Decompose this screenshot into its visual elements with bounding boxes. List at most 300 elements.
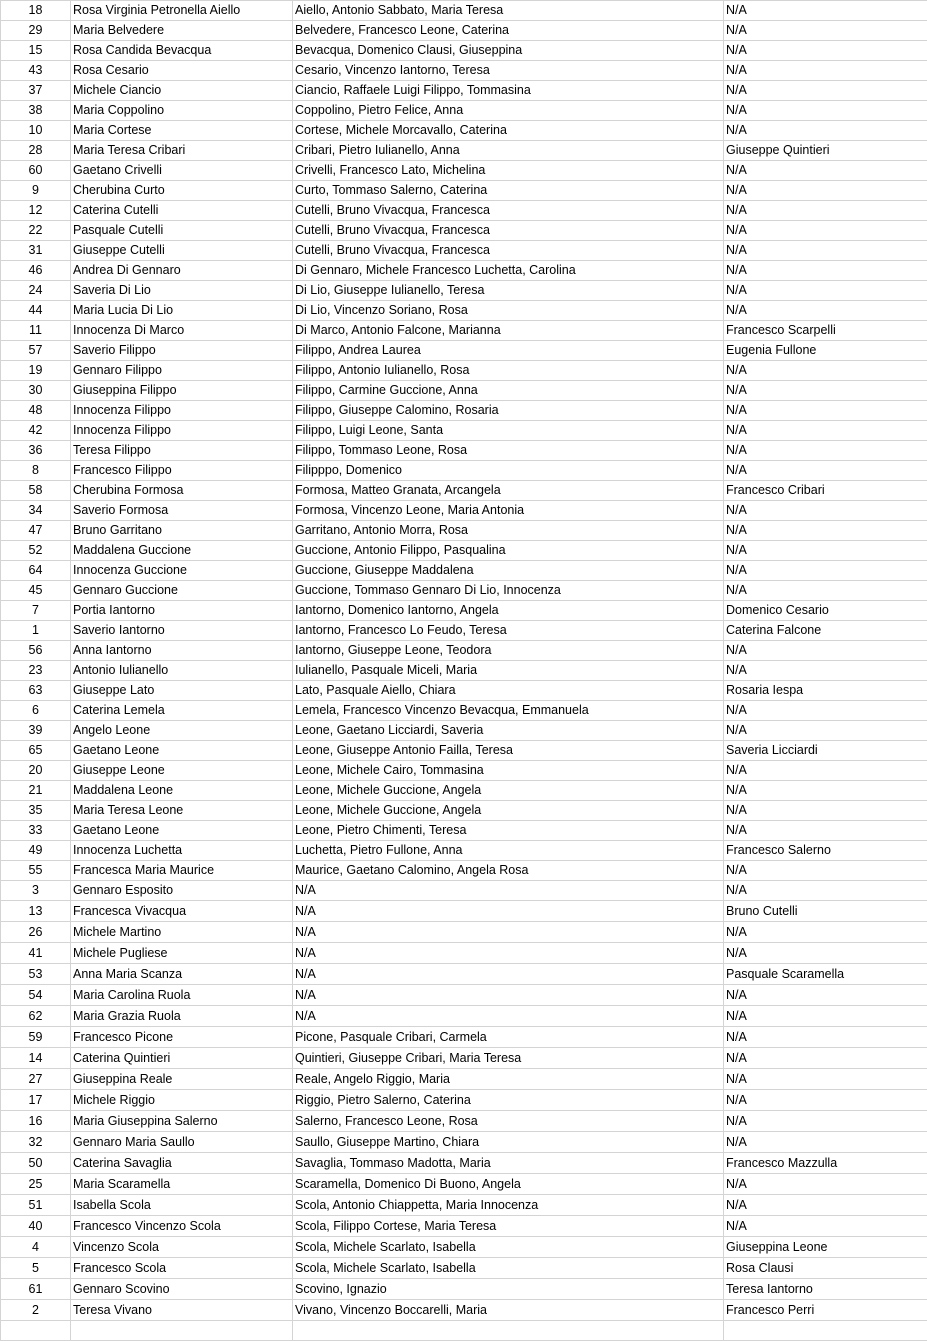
spouse-cell[interactable]: Rosaria Iespa — [724, 681, 927, 701]
person-name-cell[interactable]: Saverio Formosa — [71, 501, 293, 521]
record-id-cell[interactable]: 3 — [1, 881, 71, 901]
record-id-cell[interactable]: 65 — [1, 741, 71, 761]
table-row — [1, 701, 927, 721]
parents-cell[interactable]: Leone, Michele Guccione, Angela — [293, 801, 724, 821]
spouse-cell[interactable]: N/A — [724, 641, 927, 661]
parents-cell[interactable]: Guccione, Tommaso Gennaro Di Lio, Innocenza — [293, 581, 724, 601]
parents-cell[interactable]: Quintieri, Giuseppe Cribari, Maria Teresa — [293, 1048, 724, 1069]
record-id-cell[interactable]: 4 — [1, 1237, 71, 1258]
parents-cell[interactable]: Formosa, Matteo Granata, Arcangela — [293, 481, 724, 501]
record-id-cell[interactable]: 21 — [1, 781, 71, 801]
person-name-cell[interactable]: Gennaro Scovino — [71, 1279, 293, 1300]
spouse-cell[interactable]: N/A — [724, 541, 927, 561]
spouse-cell[interactable]: N/A — [724, 81, 927, 101]
record-id-cell[interactable]: 31 — [1, 241, 71, 261]
person-name-cell[interactable]: Michele Pugliese — [71, 943, 293, 964]
person-name-cell[interactable]: Giuseppina Filippo — [71, 381, 293, 401]
record-id-cell[interactable]: 15 — [1, 41, 71, 61]
parents-cell[interactable]: Reale, Angelo Riggio, Maria — [293, 1069, 724, 1090]
person-name-cell[interactable]: Bruno Garritano — [71, 521, 293, 541]
table-row — [1, 181, 927, 201]
record-id-cell[interactable]: 56 — [1, 641, 71, 661]
spouse-cell[interactable] — [724, 1321, 927, 1341]
person-name-cell[interactable]: Giuseppe Cutelli — [71, 241, 293, 261]
spouse-cell[interactable]: N/A — [724, 861, 927, 881]
parents-cell[interactable]: Leone, Michele Guccione, Angela — [293, 781, 724, 801]
person-name-cell[interactable]: Anna Iantorno — [71, 641, 293, 661]
spouse-cell[interactable]: N/A — [724, 381, 927, 401]
table-row — [1, 1153, 927, 1174]
spouse-cell[interactable]: N/A — [724, 161, 927, 181]
parents-cell[interactable]: Cribari, Pietro Iulianello, Anna — [293, 141, 724, 161]
table-row — [1, 861, 927, 881]
parents-cell[interactable]: Scovino, Ignazio — [293, 1279, 724, 1300]
record-id-cell[interactable]: 37 — [1, 81, 71, 101]
person-name-cell[interactable]: Francesca Vivacqua — [71, 901, 293, 922]
parents-cell[interactable]: Iantorno, Francesco Lo Feudo, Teresa — [293, 621, 724, 641]
table-row — [1, 1300, 927, 1321]
parents-cell[interactable]: N/A — [293, 985, 724, 1006]
person-name-cell[interactable]: Saverio Filippo — [71, 341, 293, 361]
spouse-cell[interactable]: N/A — [724, 181, 927, 201]
person-name-cell[interactable]: Anna Maria Scanza — [71, 964, 293, 985]
spouse-cell[interactable]: N/A — [724, 581, 927, 601]
person-name-cell[interactable]: Maria Cortese — [71, 121, 293, 141]
record-id-cell[interactable]: 61 — [1, 1279, 71, 1300]
person-name-cell[interactable]: Maria Teresa Cribari — [71, 141, 293, 161]
spouse-cell[interactable]: N/A — [724, 1069, 927, 1090]
record-id-cell[interactable]: 6 — [1, 701, 71, 721]
spouse-cell[interactable]: N/A — [724, 1, 927, 21]
person-name-cell[interactable]: Giuseppe Leone — [71, 761, 293, 781]
record-id-cell[interactable]: 35 — [1, 801, 71, 821]
parents-cell[interactable]: Di Gennaro, Michele Francesco Luchetta, Carolina — [293, 261, 724, 281]
spouse-cell[interactable]: N/A — [724, 101, 927, 121]
spouse-cell[interactable]: N/A — [724, 801, 927, 821]
table-row — [1, 561, 927, 581]
person-name-cell[interactable]: Angelo Leone — [71, 721, 293, 741]
spouse-cell[interactable]: N/A — [724, 501, 927, 521]
spouse-cell[interactable]: N/A — [724, 221, 927, 241]
record-id-cell[interactable]: 40 — [1, 1216, 71, 1237]
table-row — [1, 1132, 927, 1153]
spouse-cell[interactable]: N/A — [724, 985, 927, 1006]
record-id-cell[interactable]: 7 — [1, 601, 71, 621]
parents-cell[interactable]: Picone, Pasquale Cribari, Carmela — [293, 1027, 724, 1048]
person-name-cell[interactable]: Maria Carolina Ruola — [71, 985, 293, 1006]
record-id-cell[interactable]: 60 — [1, 161, 71, 181]
spouse-cell[interactable]: N/A — [724, 301, 927, 321]
spouse-cell[interactable]: N/A — [724, 201, 927, 221]
parents-cell[interactable]: Formosa, Vincenzo Leone, Maria Antonia — [293, 501, 724, 521]
table-row — [1, 881, 927, 901]
record-id-cell[interactable]: 28 — [1, 141, 71, 161]
person-name-cell[interactable]: Isabella Scola — [71, 1195, 293, 1216]
spouse-cell[interactable]: N/A — [724, 1174, 927, 1195]
person-name-cell[interactable]: Innocenza Filippo — [71, 401, 293, 421]
person-name-cell[interactable]: Maria Belvedere — [71, 21, 293, 41]
spouse-cell[interactable]: N/A — [724, 1132, 927, 1153]
person-name-cell[interactable]: Gennaro Guccione — [71, 581, 293, 601]
parents-cell[interactable]: Filippo, Giuseppe Calomino, Rosaria — [293, 401, 724, 421]
record-id-cell[interactable]: 47 — [1, 521, 71, 541]
record-id-cell[interactable]: 54 — [1, 985, 71, 1006]
parents-cell[interactable]: Di Marco, Antonio Falcone, Marianna — [293, 321, 724, 341]
record-id-cell[interactable]: 27 — [1, 1069, 71, 1090]
parents-cell[interactable]: Iantorno, Giuseppe Leone, Teodora — [293, 641, 724, 661]
parents-cell[interactable] — [293, 1321, 724, 1341]
person-name-cell[interactable]: Rosa Virginia Petronella Aiello — [71, 1, 293, 21]
spouse-cell[interactable]: N/A — [724, 781, 927, 801]
spouse-cell[interactable]: Rosa Clausi — [724, 1258, 927, 1279]
spouse-cell[interactable]: N/A — [724, 821, 927, 841]
record-id-cell[interactable]: 62 — [1, 1006, 71, 1027]
table-row — [1, 461, 927, 481]
parents-cell[interactable]: Leone, Pietro Chimenti, Teresa — [293, 821, 724, 841]
spouse-cell[interactable]: N/A — [724, 421, 927, 441]
person-name-cell[interactable]: Portia Iantorno — [71, 601, 293, 621]
spouse-cell[interactable]: N/A — [724, 21, 927, 41]
parents-cell[interactable]: Maurice, Gaetano Calomino, Angela Rosa — [293, 861, 724, 881]
table-row — [1, 661, 927, 681]
person-name-cell[interactable]: Gennaro Maria Saullo — [71, 1132, 293, 1153]
record-id-cell[interactable] — [1, 1321, 71, 1341]
parents-cell[interactable]: Aiello, Antonio Sabbato, Maria Teresa — [293, 1, 724, 21]
record-id-cell[interactable]: 46 — [1, 261, 71, 281]
record-id-cell[interactable]: 13 — [1, 901, 71, 922]
table-row — [1, 381, 927, 401]
record-id-cell[interactable]: 42 — [1, 421, 71, 441]
parents-cell[interactable]: Saullo, Giuseppe Martino, Chiara — [293, 1132, 724, 1153]
spouse-cell[interactable]: N/A — [724, 41, 927, 61]
record-id-cell[interactable]: 5 — [1, 1258, 71, 1279]
spouse-cell[interactable]: N/A — [724, 661, 927, 681]
record-id-cell[interactable]: 36 — [1, 441, 71, 461]
record-id-cell[interactable]: 19 — [1, 361, 71, 381]
spouse-cell[interactable]: N/A — [724, 701, 927, 721]
spouse-cell[interactable]: Pasquale Scaramella — [724, 964, 927, 985]
table-row — [1, 1258, 927, 1279]
person-name-cell[interactable]: Maria Coppolino — [71, 101, 293, 121]
record-id-cell[interactable]: 39 — [1, 721, 71, 741]
table-row — [1, 1048, 927, 1069]
record-id-cell[interactable]: 24 — [1, 281, 71, 301]
parents-cell[interactable]: Ciancio, Raffaele Luigi Filippo, Tommasina — [293, 81, 724, 101]
table-row — [1, 61, 927, 81]
person-name-cell[interactable]: Francesca Maria Maurice — [71, 861, 293, 881]
person-name-cell[interactable]: Giuseppina Reale — [71, 1069, 293, 1090]
record-id-cell[interactable]: 52 — [1, 541, 71, 561]
record-id-cell[interactable]: 45 — [1, 581, 71, 601]
person-name-cell[interactable]: Caterina Quintieri — [71, 1048, 293, 1069]
person-name-cell[interactable]: Caterina Lemela — [71, 701, 293, 721]
spouse-cell[interactable]: N/A — [724, 1027, 927, 1048]
person-name-cell[interactable]: Saveria Di Lio — [71, 281, 293, 301]
record-id-cell[interactable]: 55 — [1, 861, 71, 881]
person-name-cell[interactable]: Innocenza Luchetta — [71, 841, 293, 861]
spouse-cell[interactable]: Francesco Perri — [724, 1300, 927, 1321]
table-row — [1, 261, 927, 281]
person-name-cell[interactable] — [71, 1321, 293, 1341]
record-id-cell[interactable]: 63 — [1, 681, 71, 701]
record-id-cell[interactable]: 53 — [1, 964, 71, 985]
table-row — [1, 421, 927, 441]
spouse-cell[interactable]: N/A — [724, 922, 927, 943]
table-row — [1, 341, 927, 361]
person-name-cell[interactable]: Vincenzo Scola — [71, 1237, 293, 1258]
parents-cell[interactable]: Riggio, Pietro Salerno, Caterina — [293, 1090, 724, 1111]
parents-cell[interactable]: Filippo, Andrea Laurea — [293, 341, 724, 361]
spouse-cell[interactable]: Teresa Iantorno — [724, 1279, 927, 1300]
table-row — [1, 361, 927, 381]
parents-cell[interactable]: Lato, Pasquale Aiello, Chiara — [293, 681, 724, 701]
parents-cell[interactable]: Cutelli, Bruno Vivacqua, Francesca — [293, 241, 724, 261]
spouse-cell[interactable]: N/A — [724, 361, 927, 381]
spouse-cell[interactable]: Francesco Salerno — [724, 841, 927, 861]
record-id-cell[interactable]: 38 — [1, 101, 71, 121]
record-id-cell[interactable]: 14 — [1, 1048, 71, 1069]
spouse-cell[interactable]: Giuseppina Leone — [724, 1237, 927, 1258]
parents-cell[interactable]: Scaramella, Domenico Di Buono, Angela — [293, 1174, 724, 1195]
parents-cell[interactable]: Leone, Gaetano Licciardi, Saveria — [293, 721, 724, 741]
person-name-cell[interactable]: Saverio Iantorno — [71, 621, 293, 641]
table-row — [1, 321, 927, 341]
table-row — [1, 1216, 927, 1237]
spouse-cell[interactable]: N/A — [724, 261, 927, 281]
person-name-cell[interactable]: Andrea Di Gennaro — [71, 261, 293, 281]
person-name-cell[interactable]: Maria Scaramella — [71, 1174, 293, 1195]
parents-cell[interactable]: N/A — [293, 901, 724, 922]
person-name-cell[interactable]: Gaetano Crivelli — [71, 161, 293, 181]
person-name-cell[interactable]: Maria Grazia Ruola — [71, 1006, 293, 1027]
record-id-cell[interactable]: 26 — [1, 922, 71, 943]
person-name-cell[interactable]: Caterina Cutelli — [71, 201, 293, 221]
table-row — [1, 681, 927, 701]
parents-cell[interactable]: N/A — [293, 964, 724, 985]
parents-cell[interactable]: Iantorno, Domenico Iantorno, Angela — [293, 601, 724, 621]
person-name-cell[interactable]: Maria Giuseppina Salerno — [71, 1111, 293, 1132]
table-row — [1, 964, 927, 985]
person-name-cell[interactable]: Gaetano Leone — [71, 741, 293, 761]
parents-cell[interactable]: Cesario, Vincenzo Iantorno, Teresa — [293, 61, 724, 81]
table-row — [1, 81, 927, 101]
spouse-cell[interactable]: N/A — [724, 1111, 927, 1132]
parents-cell[interactable]: Belvedere, Francesco Leone, Caterina — [293, 21, 724, 41]
person-name-cell[interactable]: Michele Riggio — [71, 1090, 293, 1111]
person-name-cell[interactable]: Gennaro Esposito — [71, 881, 293, 901]
record-id-cell[interactable]: 41 — [1, 943, 71, 964]
record-id-cell[interactable]: 58 — [1, 481, 71, 501]
parents-cell[interactable]: Filippo, Antonio Iulianello, Rosa — [293, 361, 724, 381]
record-id-cell[interactable]: 11 — [1, 321, 71, 341]
person-name-cell[interactable]: Giuseppe Lato — [71, 681, 293, 701]
spouse-cell[interactable]: N/A — [724, 1048, 927, 1069]
parents-cell[interactable]: Coppolino, Pietro Felice, Anna — [293, 101, 724, 121]
person-name-cell[interactable]: Francesco Picone — [71, 1027, 293, 1048]
record-id-cell[interactable]: 25 — [1, 1174, 71, 1195]
parents-cell[interactable]: Filippo, Carmine Guccione, Anna — [293, 381, 724, 401]
parents-cell[interactable]: N/A — [293, 922, 724, 943]
parents-cell[interactable]: Savaglia, Tommaso Madotta, Maria — [293, 1153, 724, 1174]
table-row — [1, 501, 927, 521]
record-id-cell[interactable]: 2 — [1, 1300, 71, 1321]
record-id-cell[interactable]: 33 — [1, 821, 71, 841]
table-row — [1, 741, 927, 761]
person-name-cell[interactable]: Gaetano Leone — [71, 821, 293, 841]
record-id-cell[interactable]: 17 — [1, 1090, 71, 1111]
person-name-cell[interactable]: Antonio Iulianello — [71, 661, 293, 681]
person-name-cell[interactable]: Gennaro Filippo — [71, 361, 293, 381]
parents-cell[interactable]: Filipppo, Domenico — [293, 461, 724, 481]
parents-cell[interactable]: Iulianello, Pasquale Miceli, Maria — [293, 661, 724, 681]
person-name-cell[interactable]: Rosa Candida Bevacqua — [71, 41, 293, 61]
parents-cell[interactable]: Cortese, Michele Morcavallo, Caterina — [293, 121, 724, 141]
table-row — [1, 761, 927, 781]
spouse-cell[interactable]: Francesco Scarpelli — [724, 321, 927, 341]
parents-cell[interactable]: Scola, Michele Scarlato, Isabella — [293, 1237, 724, 1258]
parents-cell[interactable]: Bevacqua, Domenico Clausi, Giuseppina — [293, 41, 724, 61]
parents-cell[interactable]: Guccione, Giuseppe Maddalena — [293, 561, 724, 581]
spouse-cell[interactable]: N/A — [724, 943, 927, 964]
spouse-cell[interactable]: N/A — [724, 241, 927, 261]
parents-cell[interactable]: Di Lio, Giuseppe Iulianello, Teresa — [293, 281, 724, 301]
parents-cell[interactable]: Leone, Michele Cairo, Tommasina — [293, 761, 724, 781]
table-row — [1, 1174, 927, 1195]
spouse-cell[interactable]: N/A — [724, 521, 927, 541]
spouse-cell[interactable]: N/A — [724, 1006, 927, 1027]
parents-cell[interactable]: Crivelli, Francesco Lato, Michelina — [293, 161, 724, 181]
parents-cell[interactable]: Scola, Michele Scarlato, Isabella — [293, 1258, 724, 1279]
person-name-cell[interactable]: Francesco Scola — [71, 1258, 293, 1279]
spouse-cell[interactable]: Bruno Cutelli — [724, 901, 927, 922]
person-name-cell[interactable]: Caterina Savaglia — [71, 1153, 293, 1174]
parents-cell[interactable]: Luchetta, Pietro Fullone, Anna — [293, 841, 724, 861]
parents-cell[interactable]: Cutelli, Bruno Vivacqua, Francesca — [293, 221, 724, 241]
record-id-cell[interactable]: 51 — [1, 1195, 71, 1216]
record-id-cell[interactable]: 34 — [1, 501, 71, 521]
parents-cell[interactable]: Curto, Tommaso Salerno, Caterina — [293, 181, 724, 201]
table-row — [1, 1279, 927, 1300]
spouse-cell[interactable]: Eugenia Fullone — [724, 341, 927, 361]
record-id-cell[interactable]: 43 — [1, 61, 71, 81]
spouse-cell[interactable]: Saveria Licciardi — [724, 741, 927, 761]
spouse-cell[interactable]: Giuseppe Quintieri — [724, 141, 927, 161]
table-row — [1, 1090, 927, 1111]
person-name-cell[interactable]: Teresa Vivano — [71, 1300, 293, 1321]
person-name-cell[interactable]: Francesco Vincenzo Scola — [71, 1216, 293, 1237]
person-name-cell[interactable]: Cherubina Formosa — [71, 481, 293, 501]
person-name-cell[interactable]: Pasquale Cutelli — [71, 221, 293, 241]
spouse-cell[interactable]: N/A — [724, 121, 927, 141]
record-id-cell[interactable]: 59 — [1, 1027, 71, 1048]
spouse-cell[interactable]: Francesco Cribari — [724, 481, 927, 501]
record-id-cell[interactable]: 18 — [1, 1, 71, 21]
parents-cell[interactable]: Garritano, Antonio Morra, Rosa — [293, 521, 724, 541]
person-name-cell[interactable]: Francesco Filippo — [71, 461, 293, 481]
spouse-cell[interactable]: N/A — [724, 761, 927, 781]
record-id-cell[interactable]: 44 — [1, 301, 71, 321]
spouse-cell[interactable]: N/A — [724, 561, 927, 581]
person-name-cell[interactable]: Maddalena Leone — [71, 781, 293, 801]
table-row — [1, 1237, 927, 1258]
record-id-cell[interactable]: 12 — [1, 201, 71, 221]
record-id-cell[interactable]: 20 — [1, 761, 71, 781]
spouse-cell[interactable]: Caterina Falcone — [724, 621, 927, 641]
record-id-cell[interactable]: 8 — [1, 461, 71, 481]
parents-cell[interactable]: Lemela, Francesco Vincenzo Bevacqua, Emmanuela — [293, 701, 724, 721]
spouse-cell[interactable]: Domenico Cesario — [724, 601, 927, 621]
spouse-cell[interactable]: N/A — [724, 281, 927, 301]
person-name-cell[interactable]: Rosa Cesario — [71, 61, 293, 81]
parents-cell[interactable]: Scola, Filippo Cortese, Maria Teresa — [293, 1216, 724, 1237]
person-name-cell[interactable]: Maddalena Guccione — [71, 541, 293, 561]
table-row — [1, 1195, 927, 1216]
parents-cell[interactable]: Di Lio, Vincenzo Soriano, Rosa — [293, 301, 724, 321]
parents-cell[interactable]: Guccione, Antonio Filippo, Pasqualina — [293, 541, 724, 561]
person-name-cell[interactable]: Maria Teresa Leone — [71, 801, 293, 821]
record-id-cell[interactable]: 22 — [1, 221, 71, 241]
table-row — [1, 801, 927, 821]
parents-cell[interactable]: Cutelli, Bruno Vivacqua, Francesca — [293, 201, 724, 221]
parents-cell[interactable]: N/A — [293, 943, 724, 964]
record-id-cell[interactable]: 1 — [1, 621, 71, 641]
person-name-cell[interactable]: Michele Martino — [71, 922, 293, 943]
spouse-cell[interactable]: N/A — [724, 441, 927, 461]
record-id-cell[interactable]: 48 — [1, 401, 71, 421]
record-id-cell[interactable]: 64 — [1, 561, 71, 581]
parents-cell[interactable]: N/A — [293, 881, 724, 901]
person-name-cell[interactable]: Michele Ciancio — [71, 81, 293, 101]
record-id-cell[interactable]: 32 — [1, 1132, 71, 1153]
record-id-cell[interactable]: 9 — [1, 181, 71, 201]
parents-cell[interactable]: Scola, Antonio Chiappetta, Maria Innocenza — [293, 1195, 724, 1216]
spouse-cell[interactable]: Francesco Mazzulla — [724, 1153, 927, 1174]
record-id-cell[interactable]: 57 — [1, 341, 71, 361]
record-id-cell[interactable]: 10 — [1, 121, 71, 141]
record-id-cell[interactable]: 23 — [1, 661, 71, 681]
person-name-cell[interactable]: Teresa Filippo — [71, 441, 293, 461]
parents-cell[interactable]: Leone, Giuseppe Antonio Failla, Teresa — [293, 741, 724, 761]
spouse-cell[interactable]: N/A — [724, 401, 927, 421]
spouse-cell[interactable]: N/A — [724, 61, 927, 81]
parents-cell[interactable]: Salerno, Francesco Leone, Rosa — [293, 1111, 724, 1132]
person-name-cell[interactable]: Innocenza Di Marco — [71, 321, 293, 341]
table-row — [1, 721, 927, 741]
record-id-cell[interactable]: 49 — [1, 841, 71, 861]
table-row — [1, 641, 927, 661]
spouse-cell[interactable]: N/A — [724, 1195, 927, 1216]
table-row — [1, 21, 927, 41]
spouse-cell[interactable]: N/A — [724, 881, 927, 901]
spouse-cell[interactable]: N/A — [724, 1090, 927, 1111]
parents-cell[interactable]: N/A — [293, 1006, 724, 1027]
record-id-cell[interactable]: 30 — [1, 381, 71, 401]
record-id-cell[interactable]: 29 — [1, 21, 71, 41]
person-name-cell[interactable]: Maria Lucia Di Lio — [71, 301, 293, 321]
person-name-cell[interactable]: Cherubina Curto — [71, 181, 293, 201]
person-name-cell[interactable]: Innocenza Filippo — [71, 421, 293, 441]
spouse-cell[interactable]: N/A — [724, 461, 927, 481]
parents-cell[interactable]: Filippo, Tommaso Leone, Rosa — [293, 441, 724, 461]
parents-cell[interactable]: Vivano, Vincenzo Boccarelli, Maria — [293, 1300, 724, 1321]
record-id-cell[interactable]: 50 — [1, 1153, 71, 1174]
person-name-cell[interactable]: Innocenza Guccione — [71, 561, 293, 581]
table-row — [1, 1321, 927, 1341]
record-id-cell[interactable]: 16 — [1, 1111, 71, 1132]
spouse-cell[interactable]: N/A — [724, 721, 927, 741]
parents-cell[interactable]: Filippo, Luigi Leone, Santa — [293, 421, 724, 441]
spouse-cell[interactable]: N/A — [724, 1216, 927, 1237]
